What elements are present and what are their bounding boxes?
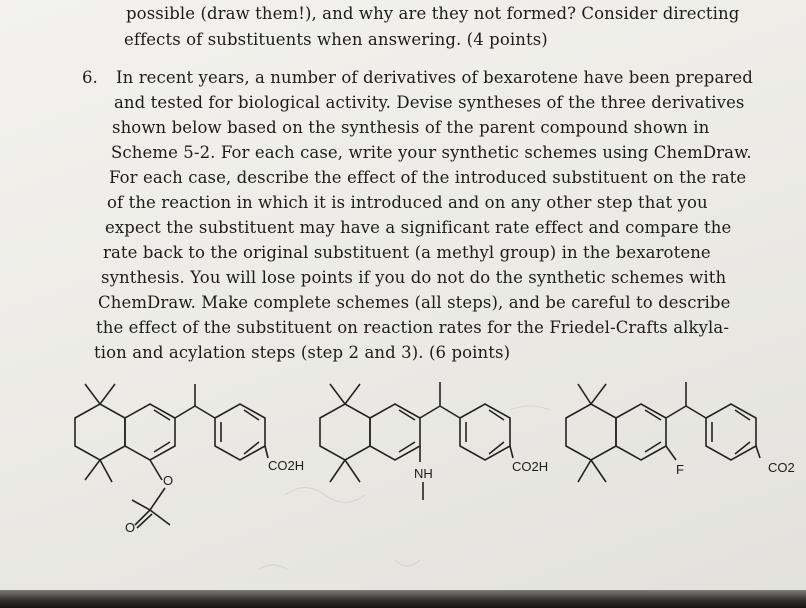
question-line-7: expect the substituent may have a significant rate effect and compare the (105, 218, 732, 237)
structure-3-fluorine-label: F (676, 462, 684, 477)
question-line-11: the effect of the substituent on reaction rates for the Friedel-Crafts alkyla- (96, 318, 730, 337)
structure-3-phenyl-ring (706, 404, 756, 460)
question-line-4: Scheme 5-2. For each case, write your synthetic schemes using ChemDraw. (111, 143, 752, 162)
structure-1-phenyl-ring (215, 404, 265, 460)
structure-2-nh-label: NH (414, 466, 433, 481)
question-line-3: shown below based on the synthesis of the parent compound shown in (112, 118, 710, 137)
structure-2-cyclohexane-ring (320, 404, 370, 460)
structure-3-aromatic-ring (616, 404, 666, 460)
photo-edge-shadow (0, 590, 806, 608)
question-number: 6. (82, 68, 98, 87)
structure-1 (75, 384, 268, 528)
structure-2-acid-label: CO2H (512, 459, 549, 474)
prev-question-line-2: effects of substituents when answering. (4 points) (124, 30, 548, 49)
structure-1-cyclohexane-ring (75, 404, 125, 460)
prev-question-line-1: possible (draw them!), and why are they not formed? Consider directing (126, 4, 740, 23)
structure-1-acid-label: CO2H (268, 458, 305, 473)
question-line-1: In recent years, a number of derivatives of bexarotene have been prepared (116, 68, 753, 87)
structure-3-cyclohexane-ring (566, 404, 616, 460)
question-line-12: tion and acylation steps (step 2 and 3). (6 points) (94, 343, 511, 362)
question-line-8: rate back to the original substituent (a methyl group) in the bexarotene (103, 243, 711, 262)
question-line-5: For each case, describe the effect of the introduced substituent on the rate (109, 168, 747, 187)
pencil-scribbles (258, 406, 550, 570)
question-line-10: ChemDraw. Make complete schemes (all steps), and be careful to describe (98, 293, 731, 312)
bexarotene-derivative-structures (0, 370, 806, 590)
structure-2-aromatic-ring (370, 404, 420, 460)
structure-1-aromatic-ring (125, 404, 175, 460)
question-line-2: and tested for biological activity. Devise syntheses of the three derivatives (114, 93, 745, 112)
question-line-9: synthesis. You will lose points if you do not do the synthetic schemes with (101, 268, 727, 287)
structure-2 (320, 382, 513, 500)
structure-1-oxygen-label: O (163, 473, 174, 488)
structure-2-phenyl-ring (460, 404, 510, 460)
structure-1-carbonyl-oxygen-label: O (125, 520, 136, 535)
structure-3 (566, 382, 760, 482)
question-line-6: of the reaction in which it is introduced and on any other step that you (107, 193, 708, 212)
structure-3-acid-label: CO2 (768, 460, 795, 475)
